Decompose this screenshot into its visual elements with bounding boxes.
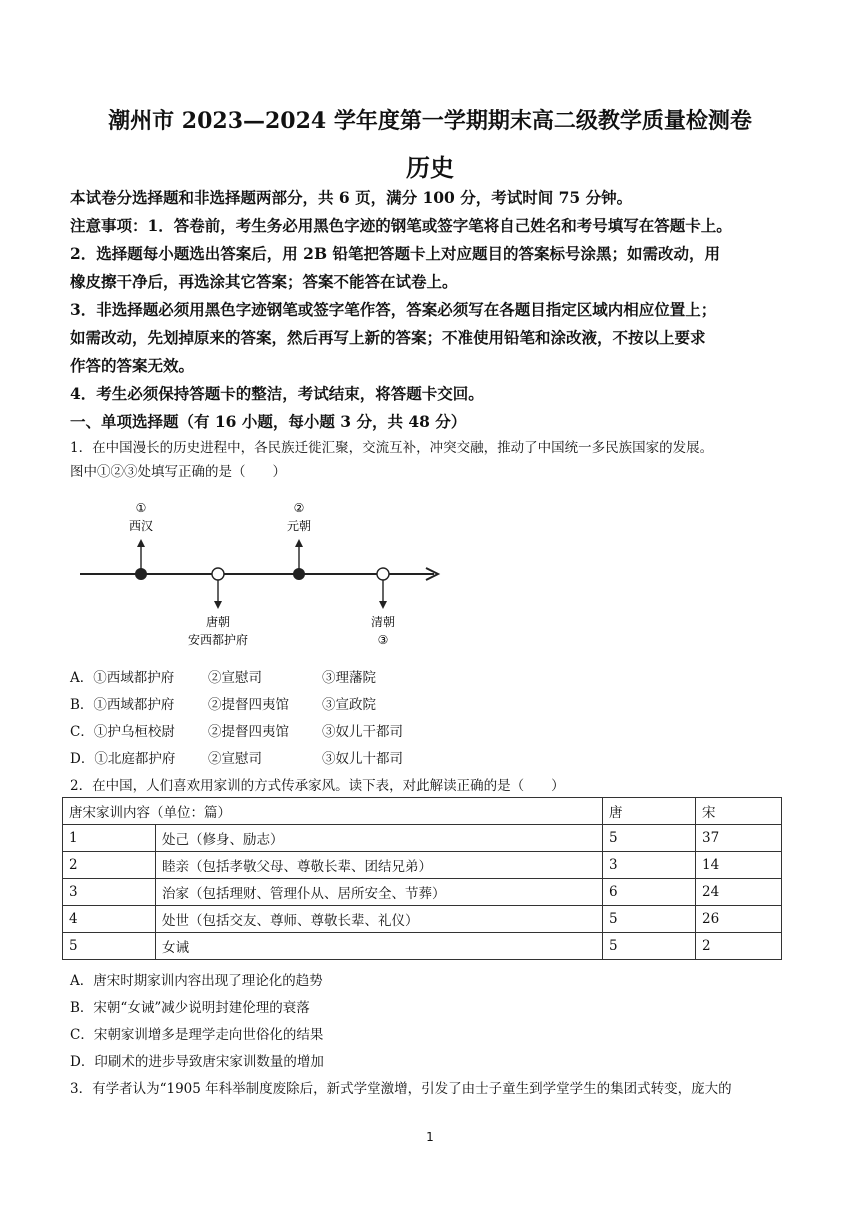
- table-header-row: [63, 798, 782, 825]
- table-header-content: 唐宋家训内容（单位：篇）: [63, 798, 603, 825]
- table-cell: 3: [63, 879, 156, 906]
- table-row: [63, 906, 782, 933]
- family-instruction-table: [62, 797, 782, 960]
- question-1-stem: 图中①②③处填写正确的是（ ）: [70, 464, 286, 480]
- instruction-line: 橡皮擦干净后，再选涂其它答案；答案不能答在试卷上。: [70, 272, 458, 291]
- table-row: [63, 852, 782, 879]
- table-cell: 2: [63, 852, 156, 879]
- table-row: [63, 933, 782, 960]
- timeline-marker: ②: [293, 501, 305, 515]
- table-cell: 1: [63, 825, 156, 852]
- table-cell: 6: [603, 879, 696, 906]
- instruction-line: 2．选择题每小题选出答案后，用 2B 铅笔把答题卡上对应题目的答案标号涂黑；如需改动，用: [70, 244, 720, 263]
- timeline-label: 清朝: [370, 615, 396, 629]
- instruction-line: 注意事项：1．答卷前，考生务必用黑色字迹的钢笔或签字笔将自己姓名和考号填写在答题卡上。: [70, 216, 732, 235]
- timeline-diagram: [76, 498, 456, 658]
- option-d: D．印刷术的进步导致唐宋家训数量的增加: [70, 1054, 324, 1070]
- instruction-line: 本试卷分选择题和非选择题两部分，共 6 页，满分 100 分，考试时间 75 分钟。: [70, 188, 633, 207]
- option-c: C．①护乌桓校尉 ②提督四夷馆 ③奴儿干都司: [70, 724, 403, 740]
- table-cell: 睦亲（包括孝敬父母、尊敬长辈、团结兄弟）: [156, 852, 603, 879]
- table-cell: 5: [603, 933, 696, 960]
- table-cell: 5: [603, 825, 696, 852]
- option-b: B．①西域都护府 ②提督四夷馆 ③宣政院: [70, 697, 376, 713]
- table-cell: 处世（包括交友、尊师、尊敬长辈、礼仪）: [156, 906, 603, 933]
- table-row: [63, 879, 782, 906]
- instruction-line: 3．非选择题必须用黑色字迹钢笔或签字笔作答，答案必须写在各题目指定区域内相应位置上；: [70, 300, 717, 319]
- timeline-label: 元朝: [286, 519, 312, 533]
- page-number: 1: [426, 1130, 434, 1144]
- table-cell: 5: [603, 906, 696, 933]
- question-2-stem: 2．在中国，人们喜欢用家训的方式传承家风。读下表，对此解读正确的是（ ）: [70, 778, 565, 794]
- timeline-label: 西汉: [128, 519, 154, 533]
- table-cell: 处己（修身、励志）: [156, 825, 603, 852]
- table-cell: 5: [63, 933, 156, 960]
- instruction-line: 4．考生必须保持答题卡的整洁，考试结束，将答题卡交回。: [70, 384, 484, 403]
- section-heading: 一、单项选择题（有 16 小题，每小题 3 分，共 48 分）: [70, 412, 467, 431]
- instruction-line: 如需改动，先划掉原来的答案，然后再写上新的答案；不准使用铅笔和涂改液，不按以上要求: [70, 328, 706, 347]
- table-cell: 治家（包括理财、管理仆从、居所安全、节葬）: [156, 879, 603, 906]
- timeline-label: 安西都护府: [187, 633, 249, 647]
- table-cell: 3: [603, 852, 696, 879]
- subject-title: 历史: [406, 153, 454, 182]
- timeline-marker: ③: [377, 633, 389, 647]
- option-c: C．宋朝家训增多是理学走向世俗化的结果: [70, 1027, 324, 1043]
- table-header-tang: 唐: [603, 798, 696, 825]
- table-cell: 女诫: [156, 933, 603, 960]
- table-cell: 14: [696, 852, 782, 879]
- option-a: A．①西域都护府 ②宣慰司 ③理藩院: [70, 670, 376, 686]
- question-1-stem: 1．在中国漫长的历史进程中，各民族迁徙汇聚，交流互补，冲突交融，推动了中国统一多民族国家的发展。: [70, 440, 714, 456]
- table-cell: 37: [696, 825, 782, 852]
- instruction-line: 作答的答案无效。: [70, 356, 195, 375]
- option-a: A．唐宋时期家训内容出现了理论化的趋势: [70, 973, 323, 989]
- question-3-stem: 3．有学者认为“1905 年科举制度废除后，新式学堂激增，引发了由士子童生到学堂学生的集团式转变，庞大的: [70, 1081, 732, 1097]
- table-header-song: 宋: [696, 798, 782, 825]
- table-cell: 24: [696, 879, 782, 906]
- timeline-marker: ①: [135, 501, 147, 515]
- option-d: D．①北庭都护府 ②宣慰司 ③奴儿十都司: [70, 751, 403, 767]
- timeline-label: 唐朝: [205, 615, 231, 629]
- table-cell: 2: [696, 933, 782, 960]
- table-row: [63, 825, 782, 852]
- table-cell: 4: [63, 906, 156, 933]
- option-b: B．宋朝“女诫”减少说明封建伦理的衰落: [70, 1000, 310, 1016]
- exam-title: 潮州市 2023—2024 学年度第一学期期末高二级教学质量检测卷: [108, 108, 752, 134]
- table-cell: 26: [696, 906, 782, 933]
